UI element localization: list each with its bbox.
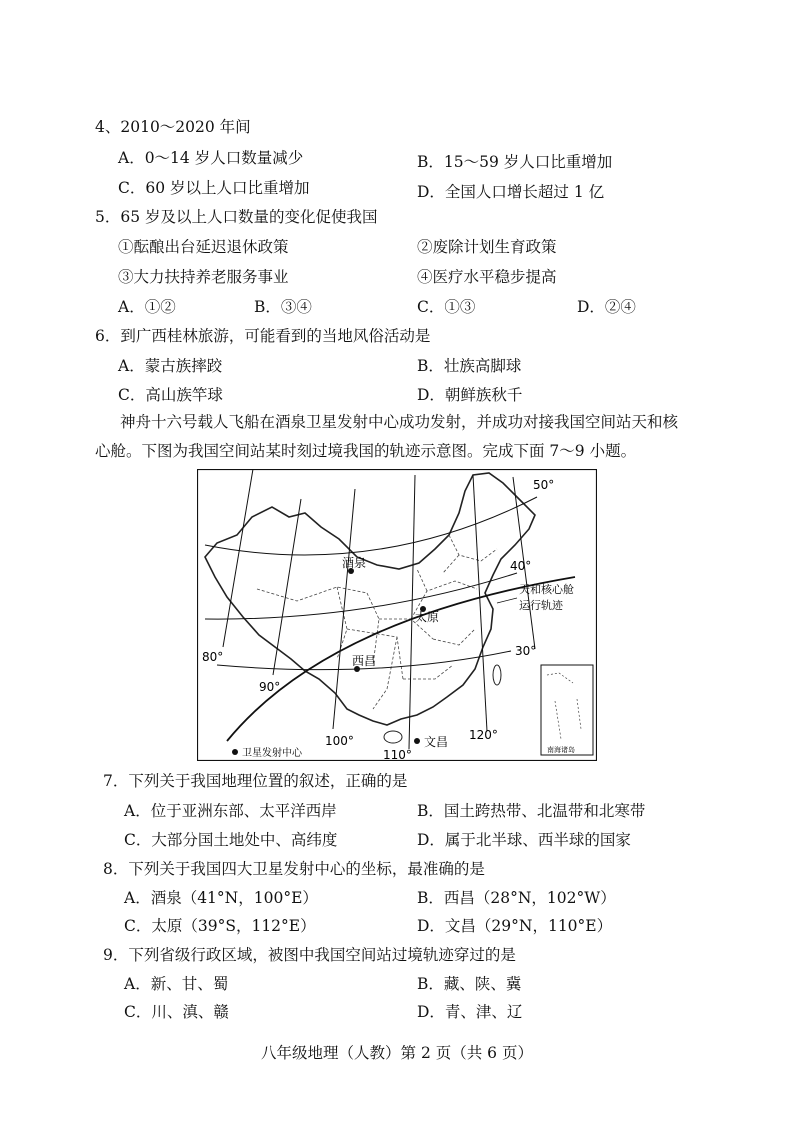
- q5-statement-3: ③大力扶持养老服务事业: [118, 268, 289, 286]
- q5-option-a: A．①②: [118, 298, 176, 316]
- lat-30-label: 30°: [515, 644, 537, 658]
- page-footer: 八年级地理（人教）第 2 页（共 6 页）: [261, 1044, 533, 1062]
- q4-option-b: B．15～59 岁人口比重增加: [417, 153, 613, 171]
- map-frame: [198, 470, 597, 761]
- xichang-label: 西昌: [352, 654, 377, 668]
- q7-option-a: A．位于亚洲东部、太平洋西岸: [124, 802, 337, 820]
- intro-line-2: 心舱。下图为我国空间站某时刻过境我国的轨迹示意图。完成下面 7～9 小题。: [95, 442, 637, 460]
- q9-option-d: D．青、津、辽: [417, 1003, 523, 1021]
- q6-option-d: D．朝鲜族秋千: [417, 386, 523, 404]
- jiuquan-label: 酒泉: [342, 556, 367, 570]
- q7-stem: 7．下列关于我国地理位置的叙述，正确的是: [103, 772, 408, 790]
- q4-option-d: D．全国人口增长超过 1 亿: [417, 183, 605, 201]
- q4-option-c: C．60 岁以上人口比重增加: [118, 179, 310, 197]
- orbit-label-line1: 天和核心舱: [519, 583, 574, 596]
- q8-option-a: A．酒泉（41°N，100°E）: [124, 889, 318, 907]
- q9-stem: 9．下列省级行政区域，被图中我国空间站过境轨迹穿过的是: [103, 946, 516, 964]
- legend-marker: [232, 749, 238, 755]
- lon-80-label: 80°: [202, 650, 224, 664]
- q7-option-c: C．大部分国土地处中、高纬度: [124, 831, 338, 849]
- legend-label: 卫星发射中心: [242, 748, 302, 759]
- q6-option-b: B．壮族高脚球: [417, 357, 522, 375]
- q8-option-c: C．太原（39°S，112°E）: [124, 917, 316, 935]
- q5-statement-1: ①酝酿出台延迟退休政策: [118, 238, 289, 256]
- q4-option-a: A．0～14 岁人口数量减少: [118, 149, 304, 167]
- q6-option-a: A．蒙古族摔跤: [118, 357, 223, 375]
- q8-option-b: B．西昌（28°N，102°W）: [417, 889, 616, 907]
- q5-option-c: C．①③: [417, 298, 476, 316]
- q8-stem: 8．下列关于我国四大卫星发射中心的坐标，最准确的是: [103, 860, 485, 878]
- q9-option-b: B．藏、陕、冀: [417, 975, 522, 993]
- lat-40-label: 40°: [510, 559, 532, 573]
- lon-90-label: 90°: [259, 680, 281, 694]
- intro-line-1: 神舟十六号载人飞船在酒泉卫星发射中心成功发射，并成功对接我国空间站天和核: [120, 413, 679, 431]
- orbit-map: [197, 469, 597, 761]
- q6-option-c: C．高山族竿球: [118, 386, 223, 404]
- q7-option-d: D．属于北半球、西半球的国家: [417, 831, 631, 849]
- inset-label: 南海诸岛: [547, 746, 575, 754]
- lon-110-label: 110°: [383, 748, 412, 761]
- wenchang-label: 文昌: [424, 735, 449, 749]
- q5-statement-2: ②废除计划生育政策: [417, 238, 557, 256]
- q5-statement-4: ④医疗水平稳步提高: [417, 268, 557, 286]
- q8-option-d: D．文昌（29°N，110°E）: [417, 917, 613, 935]
- lon-120-label: 120°: [469, 728, 498, 742]
- wenchang-marker: [414, 738, 420, 744]
- lon-100-label: 100°: [325, 734, 354, 748]
- q4-stem: 4、2010～2020 年间: [95, 118, 251, 136]
- q9-option-a: A．新、甘、蜀: [124, 975, 229, 993]
- orbit-label-line2: 运行轨迹: [519, 599, 563, 612]
- q7-option-b: B．国土跨热带、北温带和北寒带: [417, 802, 646, 820]
- q6-stem: 6．到广西桂林旅游，可能看到的当地风俗活动是: [95, 327, 431, 345]
- q9-option-c: C．川、滇、赣: [124, 1003, 229, 1021]
- q5-option-d: D．②④: [577, 298, 636, 316]
- lat-50-label: 50°: [533, 478, 555, 492]
- q5-option-b: B．③④: [254, 298, 312, 316]
- taiyuan-label: 太原: [415, 610, 440, 624]
- q5-stem: 5．65 岁及以上人口数量的变化促使我国: [95, 208, 378, 226]
